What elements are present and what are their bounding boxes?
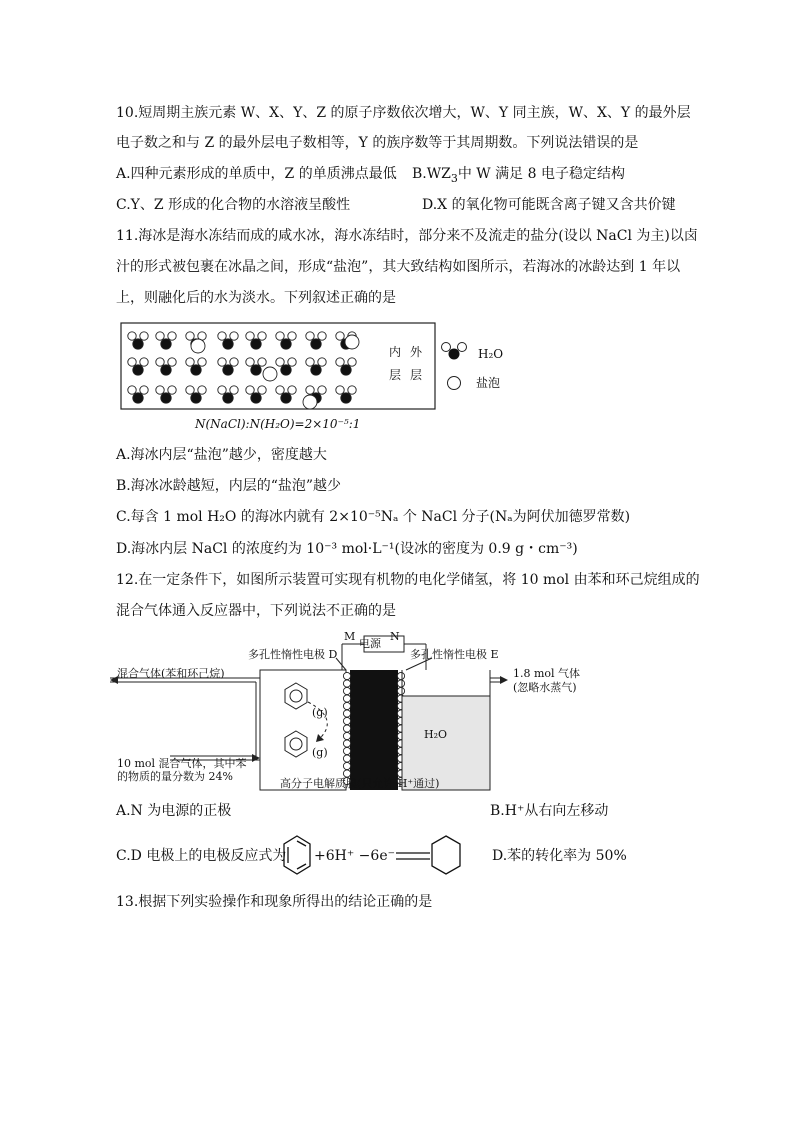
water-hydrogen-atom [336,386,344,394]
water-oxygen-atom [311,365,321,375]
q11-option-a: A.海冰内层“盐泡”越少，密度越大 [116,447,327,463]
q10-stem-line1: 10.短周期主族元素 W、X、Y、Z 的原子序数依次增大，W、Y 同主族，W、X、Y 的最外层 [116,105,691,121]
water-hydrogen-atom [218,358,226,366]
water-hydrogen-atom [348,358,356,366]
water-hydrogen-atom [246,332,254,340]
water-oxygen-atom [191,393,201,403]
q13-stem: 13.根据下列实验操作和现象所得出的结论正确的是 [116,894,433,910]
q10-option-b-pre: B.WZ [412,166,451,182]
fig11-inner-label: 内 [389,345,402,359]
electrode-pore [343,725,350,732]
water-hydrogen-atom [336,332,344,340]
electrode-pore [343,747,350,754]
fig12-m-label: M [344,630,356,643]
water-hydrogen-atom [156,332,164,340]
electrode-d-porous [343,672,350,784]
water-label: H₂O [424,728,448,741]
water-oxygen-atom [281,339,291,349]
benzene-ring-icon [285,683,307,709]
double-equals-sign [396,851,430,861]
water-hydrogen-atom [230,332,238,340]
water-oxygen-atom [281,393,291,403]
water-oxygen-atom [341,365,351,375]
water-hydrogen-atom [140,358,148,366]
salt-bubble [303,395,317,409]
water-oxygen-atom [161,393,171,403]
salt-bubble [345,335,359,349]
q12-option-d: D.苯的转化率为 50% [492,848,627,864]
water-hydrogen-atom [276,358,284,366]
water-hydrogen-atom [288,358,296,366]
outlet-gas-label: 1.8 mol 气体 [513,667,581,680]
q10-stem-line2: 电子数之和与 Z 的最外层电子数相等，Y 的族序数等于其周期数。下列说法错误的是 [116,135,639,151]
q11-stem-line2: 汁的形式被包裹在冰晶之间，形成“盐泡”，其大致结构如图所示，若海冰的冰龄达到 1 年以 [116,259,681,275]
water-hydrogen-atom [306,386,314,394]
salt-bubble [191,339,205,353]
water-oxygen-atom [133,393,143,403]
membrane-caption: 高分子电解质膜(只允许 H⁺通过) [280,777,440,790]
water-hydrogen-atom [198,358,206,366]
water-molecule-grid [128,332,359,409]
ratio-caption: N(NaCl):N(H₂O)=2×10⁻⁵:1 [195,417,361,431]
water-hydrogen-atom [246,358,254,366]
q10-option-b [412,165,625,188]
water-hydrogen-atom [186,332,194,340]
water-hydrogen-atom [128,386,136,394]
electrode-pore [343,672,350,679]
q10-option-b-post: 中 W 满足 8 电子稳定结构 [457,166,625,182]
q11-stem-line3: 上，则融化后的水为淡水。下列叙述正确的是 [116,290,396,306]
water-hydrogen-atom [156,358,164,366]
water-hydrogen-atom [230,386,238,394]
electrode-pore [343,762,350,769]
fig11-outer-label-2: 层 [410,368,423,382]
electrode-pore [397,672,404,679]
electrode-pore [397,680,404,687]
water-hydrogen-atom [318,386,326,394]
water-hydrogen-atom [246,386,254,394]
water-hydrogen-atom [336,358,344,366]
electrode-pore [343,717,350,724]
water-hydrogen-atom [306,332,314,340]
cyclohexane-product-icon [430,834,462,876]
q10-option-a: A.四种元素形成的单质中，Z 的单质沸点最低 [116,166,397,182]
outlet-gas-note: (忽略水蒸气) [513,681,577,694]
water-hydrogen-atom [140,332,148,340]
water-hydrogen-atom [258,386,266,394]
water-hydrogen-atom [288,332,296,340]
water-hydrogen-atom [218,386,226,394]
q10-option-d: D.X 的氧化物可能既含离子键又含共价键 [422,197,676,213]
q12-option-a: A.N 为电源的正极 [116,803,232,819]
water-hydrogen-atom [318,332,326,340]
q12-option-c-prefix: C.D 电极上的电极反应式为 [116,848,287,864]
fig11-inner-label-2: 层 [389,368,402,382]
water-hydrogen-atom [186,358,194,366]
fig12-n-label: N [390,630,400,643]
salt-bubble [263,367,277,381]
q11-option-c: C.每含 1 mol H₂O 的海冰内就有 2×10⁻⁵Nₐ 个 NaCl 分子(Nₐ为阿伏加德罗常数) [116,509,631,525]
electrode-pore [343,702,350,709]
cyclohexane-state-label: (g) [312,746,328,759]
electrode-pore [343,687,350,694]
water-oxygen-atom [251,365,261,375]
cyclohexane-ring-icon [285,731,307,757]
q11-option-b: B.海冰冰龄越短，内层的“盐泡”越少 [116,478,342,494]
water-hydrogen-atom [218,332,226,340]
electrode-pore [343,732,350,739]
water-hydrogen-atom [258,358,266,366]
water-hydrogen-atom [230,358,238,366]
inlet-gas-label: 10 mol 混合气体，其中苯 [117,757,247,770]
water-hydrogen-atom [168,358,176,366]
benzene-ring-reactant-icon [282,834,312,876]
q10-option-c: C.Y、Z 形成的化合物的水溶液呈酸性 [116,197,351,213]
electrode-d-label: 多孔性惰性电极 D [248,648,338,661]
water-oxygen-atom [191,365,201,375]
water-oxygen-atom [311,339,321,349]
q10-option-b-sub: 3 [450,171,458,185]
legend-salt-label: 盐泡 [476,376,501,390]
electrode-pore [343,680,350,687]
water-hydrogen-atom [318,358,326,366]
water-hydrogen-atom [276,386,284,394]
water-hydrogen-atom [128,358,136,366]
water-hydrogen-atom [168,386,176,394]
electrode-pore [397,687,404,694]
water-oxygen-atom [161,365,171,375]
water-hydrogen-atom [276,332,284,340]
water-hydrogen-atom [306,358,314,366]
water-hydrogen-atom [348,386,356,394]
q12-stem-line1: 12.在一定条件下，如图所示装置可实现有机物的电化学储氢，将 10 mol 由苯和环己烷组成的 [116,572,700,588]
electrode-e-label: 多孔性惰性电极 E [410,648,499,661]
water-oxygen-atom [341,393,351,403]
q12-option-b: B.H⁺从右向左移动 [490,803,609,819]
inlet-gas-fraction: 的物质的量分数为 24% [117,770,233,783]
water-oxygen-atom [223,393,233,403]
water-oxygen-atom [223,365,233,375]
water-hydrogen-atom [128,332,136,340]
water-oxygen-atom [133,339,143,349]
water-hydrogen-atom [156,386,164,394]
q12-option-c-equation: +6H⁺ −6e⁻ [314,848,395,864]
water-hydrogen-atom [258,332,266,340]
water-oxygen-atom [133,365,143,375]
q11-stem-line1: 11.海冰是海水冻结而成的咸水冰，海水冻结时，部分来不及流走的盐分(设以 NaCl 为主)以卤 [116,228,698,244]
benzene-state-label: (g) [312,706,328,719]
water-oxygen-atom [251,339,261,349]
electrode-pore [343,740,350,747]
water-hydrogen-atom [198,386,206,394]
water-hydrogen-atom [168,332,176,340]
fig11-outer-label: 外 [410,345,423,359]
h2o-legend-icon [442,343,467,360]
q12-stem-line2: 混合气体通入反应器中，下列说法不正确的是 [116,603,396,619]
water-oxygen-atom [161,339,171,349]
q11-option-d: D.海冰内层 NaCl 的浓度约为 10⁻³ mol·L⁻¹(设冰的密度为 0.9 g・cm⁻³) [116,541,578,557]
mixed-gas-label: 混合气体(苯和环己烷) [117,667,225,680]
legend-h2o-label: H₂O [478,347,504,361]
power-source-label: 电源 [359,637,381,650]
water-hydrogen-atom [140,386,148,394]
electrode-pore [343,695,350,702]
electrode-pore [343,755,350,762]
water-oxygen-atom [223,339,233,349]
water-hydrogen-atom [288,386,296,394]
water-hydrogen-atom [186,386,194,394]
electrode-pore [343,710,350,717]
water-oxygen-atom [281,365,291,375]
salt-bubble-legend-icon [448,377,461,390]
water-oxygen-atom [251,393,261,403]
